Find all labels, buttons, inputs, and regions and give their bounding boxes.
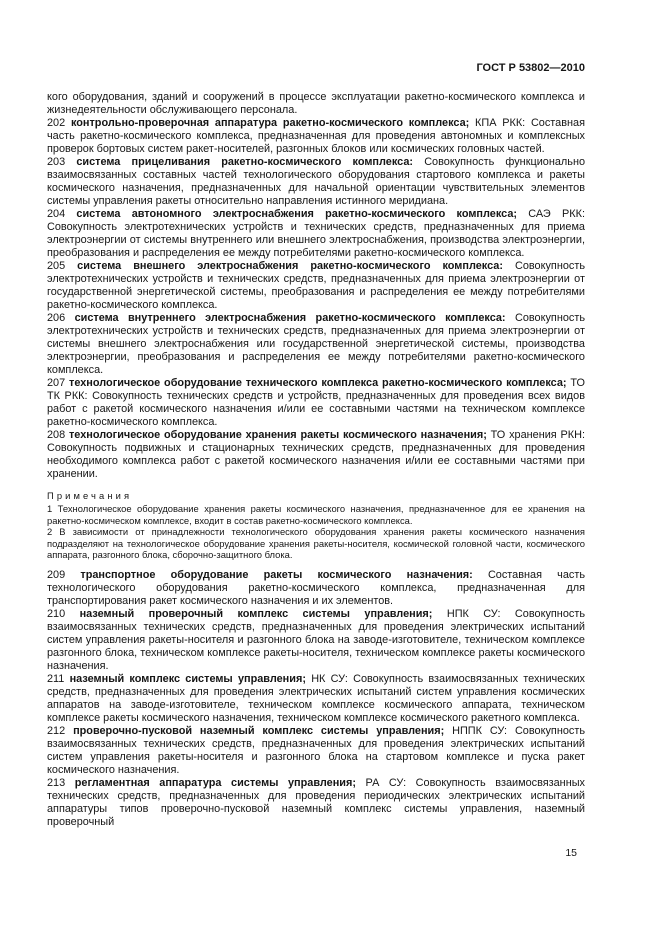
term-204	[47, 208, 585, 260]
term-title: система внешнего электроснабжения ракетно-космического комплекса:	[77, 260, 503, 272]
term-number: 209	[47, 569, 81, 582]
term-202	[47, 117, 585, 156]
term-number: 206	[47, 312, 75, 324]
term-title: технологическое оборудование хранения ракеты космического назначения;	[68, 429, 487, 441]
term-208	[47, 429, 585, 481]
term-definition: НК СУ: Совокупность взаимосвязанных технических средств, предназначенных для проведения электрических испытаний систем управления космических аппаратов на заводе-изготовителе, техническом комплексе космического аппарата, техническом комплексе ракеты космического назначения, техническом комплексе космического ракетного комплекса.	[47, 673, 586, 725]
term-number: 212	[47, 725, 74, 738]
note-1: 1 Технологическое оборудование хранения ракеты космического назначения, предназначенное для ее хранения на ракетно-космическом комплексе, входит в состав ракетно-космического комплекса.	[47, 503, 585, 526]
term-209	[47, 569, 585, 608]
term-title: наземный комплекс системы управления;	[69, 673, 306, 686]
term-206	[47, 312, 585, 377]
term-definition: ТО хранения РКН: Совокупность подвижных и стационарных технических средств, предназначенных для проведения необходимого комплекса работ с ракетой космического назначения и/или ее составными частями при хранении.	[47, 429, 585, 480]
term-definition: Совокупность электротехнических устройств и технических средств, предназначенных для приема электроэнергии от государственной энергетической системы, преобразования и распределения ее между потребителями ракетно-космического комплекса.	[47, 260, 586, 311]
term-212	[47, 725, 585, 777]
term-definition: ТО ТК РКК: Совокупность технических средств и устройств, предназначенных для проведения всех видов работ с ракетой космического назначения и/или ее составными частями на техническом комплексе ракетно-космического комплекса.	[47, 377, 585, 428]
term-title: контрольно-проверочная аппаратура ракетно-космического комплекса;	[70, 117, 470, 129]
term-title: проверочно-пусковой наземный комплекс системы управления;	[73, 725, 445, 738]
term-number: 210	[47, 608, 80, 621]
term-title: транспортное оборудование ракеты космического назначения:	[80, 569, 473, 582]
term-number: 202	[47, 117, 71, 129]
term-205	[47, 260, 585, 312]
note-2: 2 В зависимости от принадлежности технологического оборудования хранения ракеты космического назначения подразделяют на технологическое оборудование хранения ракеты-носителя, космической головной части, космического аппарата, разгонного блока, сборочно-защитного блока.	[47, 526, 585, 561]
term-title: технологическое оборудование технического комплекса ракетно-космического комплекса;	[69, 377, 567, 389]
term-definition: НПК СУ: Совокупность взаимосвязанных технических средств, предназначенных для проведения электрических испытаний систем управления ракеты-носителя и разгонного блока на заводе-изготовителе, техническом комплексе разгонного блока, техническом комплексе ракеты-носителя, техническом комплексе ракеты космического назначения.	[47, 608, 585, 673]
notes-section	[47, 490, 585, 560]
term-title: система автономного электроснабжения ракетно-космического комплекса;	[76, 208, 518, 220]
term-number: 208	[47, 429, 69, 441]
term-213	[47, 777, 585, 829]
term-211	[47, 673, 585, 725]
term-definition: РА СУ: Совокупность взаимосвязанных технических средств, предназначенных для проведения периодических электрических испытаний аппаратуры типов проверочно-пусковой наземный комплекс системы управления, наземный проверочный	[47, 777, 585, 829]
term-definition: КПА РКК: Составная часть ракетно-космического комплекса, предназначенная для проведения автономных и комплексных проверок бортовых систем ракет-носителей, разгонных блоков или космических головных частей.	[47, 117, 585, 155]
term-number: 203	[47, 156, 77, 168]
notes-title: Примечания	[47, 490, 133, 501]
paragraph-continuation: кого оборудования, зданий и сооружений в процессе эксплуатации ракетно-космического комплекса и жизнедеятельности обслуживающего персонала.	[47, 91, 585, 116]
term-title: наземный проверочный комплекс системы управления;	[79, 608, 433, 621]
term-number: 207	[47, 377, 69, 389]
term-207	[47, 377, 585, 429]
term-definition: НППК СУ: Совокупность взаимосвязанных технических средств, предназначенных для проведения электрических испытаний систем управления ракеты-носителя и разгонного блока на стартовом комплексе и пуска ракет космического назначения.	[47, 725, 585, 777]
document-body	[47, 91, 585, 829]
term-definition: Совокупность функционально взаимосвязанных составных частей технологического оборудования стартового комплекса и ракеты космического назначения, предназначенных для начальной ориентации чувствительных элементов системы управления ракеты относительно направления истинного меридиана.	[47, 156, 586, 207]
term-number: 213	[47, 777, 75, 790]
document-header: ГОСТ Р 53802—2010	[476, 62, 585, 74]
term-number: 204	[47, 208, 77, 220]
term-definition: Совокупность электротехнических устройств и технических средств, предназначенных для приема электроэнергии от системы внешнего электроснабжения или государственной энергетической системы, производства электроэнергии, преобразования и распределения ее между потребителями ракетно-космического комплекса.	[47, 312, 586, 376]
term-203	[47, 156, 585, 208]
term-210	[47, 608, 585, 673]
term-number: 205	[47, 260, 78, 272]
term-definition: Составная часть технологического оборудования ракетно-космического комплекса, предназначенная для транспортирования ракет космического назначения и их элементов.	[47, 569, 586, 608]
term-title: регламентная аппаратура системы управления;	[74, 777, 356, 790]
term-definition: САЭ РКК: Совокупность электротехнических устройств и технических средств, предназначенных для приема электроэнергии от системы внутреннего или внешнего электроснабжения, производства электроэнергии, преобразования и распределения ее между потребителями ракетно-космического комплекса.	[47, 208, 585, 259]
page-number: 15	[565, 847, 577, 859]
term-number: 211	[47, 673, 70, 686]
term-title: система прицеливания ракетно-космического комплекса:	[76, 156, 414, 168]
term-title: система внутреннего электроснабжения ракетно-космического комплекса:	[74, 312, 506, 324]
